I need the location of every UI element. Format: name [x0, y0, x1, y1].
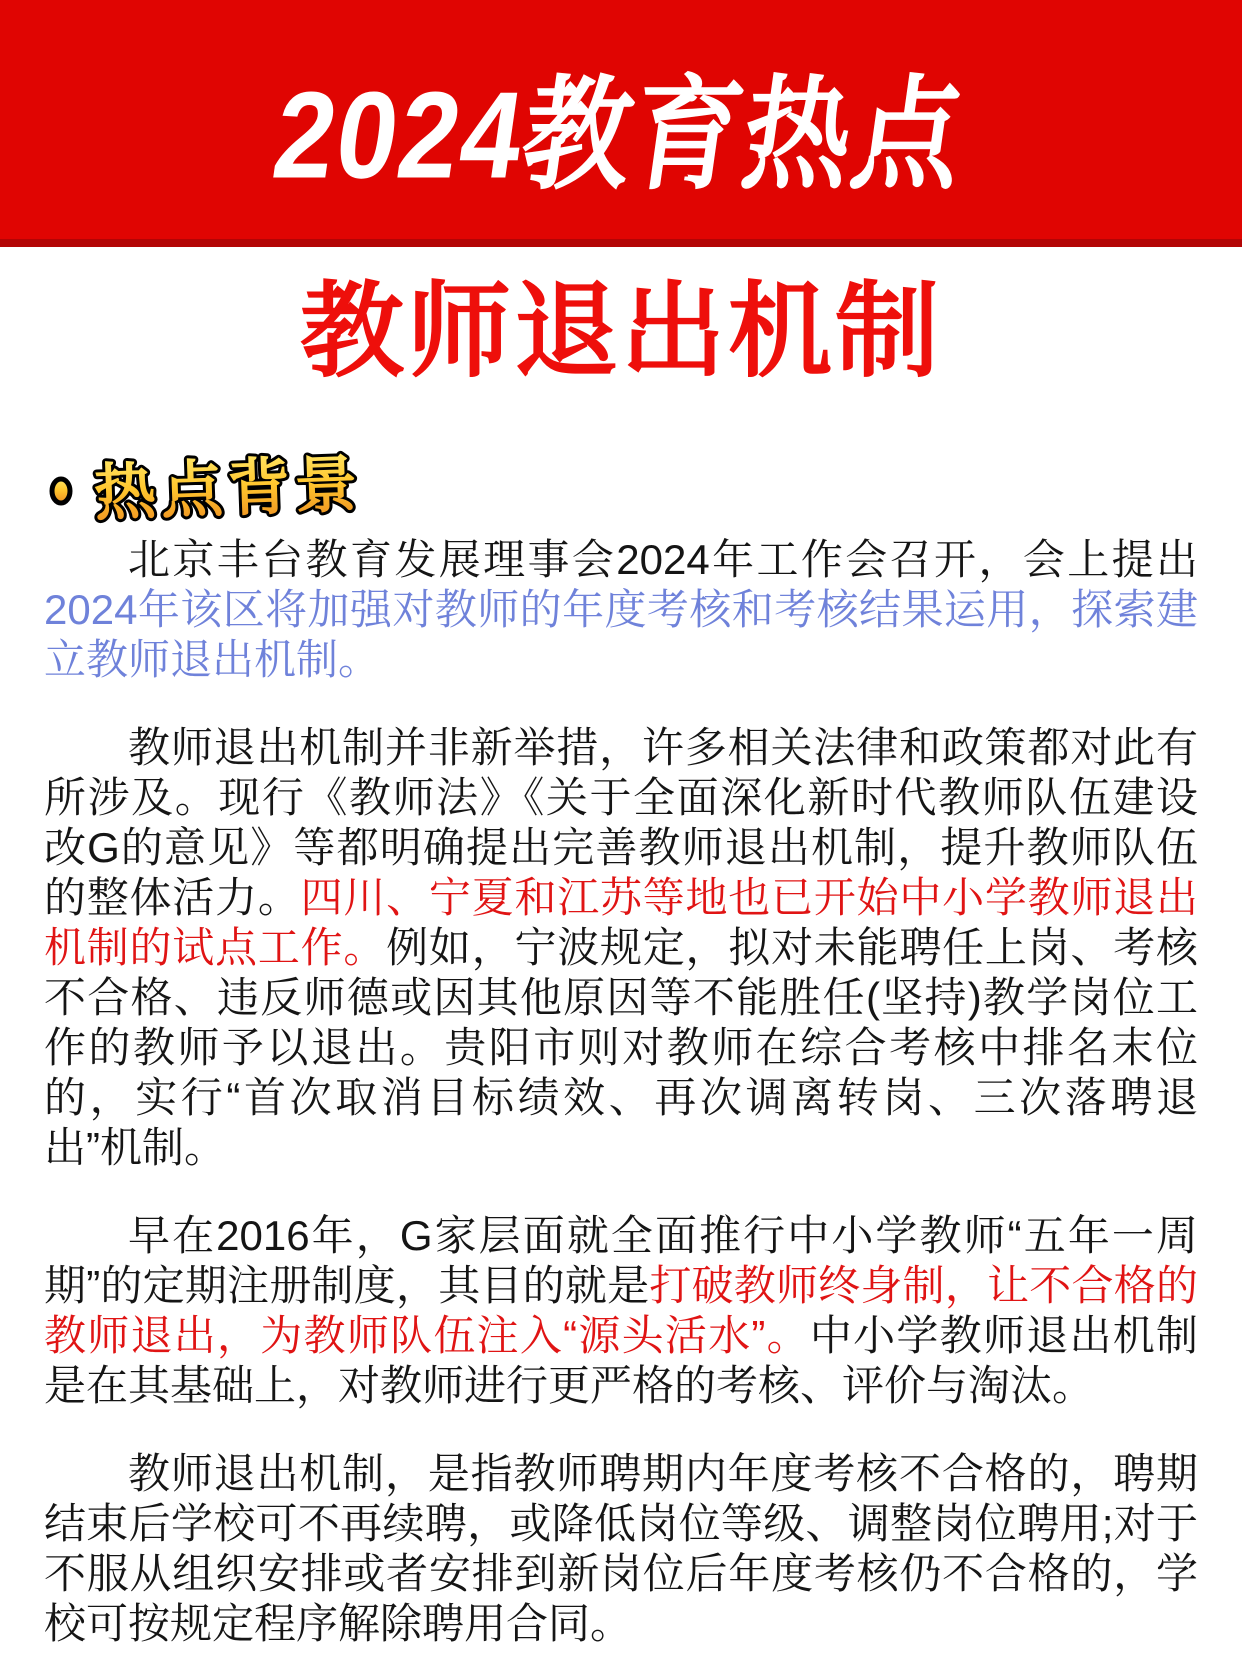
paragraph-2016 — [44, 1211, 1198, 1411]
paragraph-background — [44, 535, 1198, 685]
bullet-dot-icon — [52, 479, 70, 503]
text-segment: 教师退出机制，是指教师聘期内年度考核不合格的，聘期结束后学校可不再续聘，或降低岗位等级、调整岗位聘用;对于不服从组织安排或者安排到新岗位后年度考核仍不合格的，学校可按规定程序解除聘用合同。 — [44, 1450, 1198, 1648]
section-title: 热点背景 — [92, 450, 364, 528]
top-banner — [0, 0, 1242, 247]
section-header — [34, 433, 1242, 527]
paragraph-definition — [44, 1449, 1198, 1649]
section-header-art — [34, 433, 474, 527]
article-body — [0, 535, 1242, 1649]
text-segment: 早在2016年，G家层面就全面推行中小学教师“五年一周期”的定期注册制度，其目的就是 — [44, 1212, 1198, 1310]
text-segment: 中小学教师退出机制是在其基础上，对教师进行更严格的考核、评价与淘汰。 — [44, 1312, 1198, 1410]
text-segment-highlight-red: 四川、宁夏和江苏等地也已开始中小学教师退出机制的试点工作。 — [44, 874, 1198, 972]
text-segment: 例如，宁波规定，拟对未能聘任上岗、考核不合格、违反师德或因其他原因等不能胜任(坚持)教学岗位工作的教师予以退出。贵阳市则对教师在综合考核中排名末位的，实行“首次取消目标绩效、再次调离转岗、三次落聘退出”机制。 — [44, 924, 1198, 1172]
text-segment: 北京丰台教育发展理事会2024年工作会召开，会上提出 — [128, 536, 1198, 584]
text-segment-highlight-blue: 2024年该区将加强对教师的年度考核和考核结果运用，探索建立教师退出机制。 — [44, 586, 1198, 684]
paragraph-policy — [44, 723, 1198, 1173]
page-title: 教师退出机制 — [299, 274, 942, 390]
text-segment-highlight-red: 打破教师终身制，让不合格的教师退出，为教师队伍注入“源头活水”。 — [44, 1262, 1198, 1360]
banner-title: 2024教育热点 — [265, 65, 974, 204]
text-segment: 教师退出机制并非新举措，许多相关法律和政策都对此有所涉及。现行《教师法》《关于全面深化新时代教师队伍建设改G的意见》等都明确提出完善教师退出机制，提升教师队伍的整体活力。 — [44, 724, 1198, 922]
